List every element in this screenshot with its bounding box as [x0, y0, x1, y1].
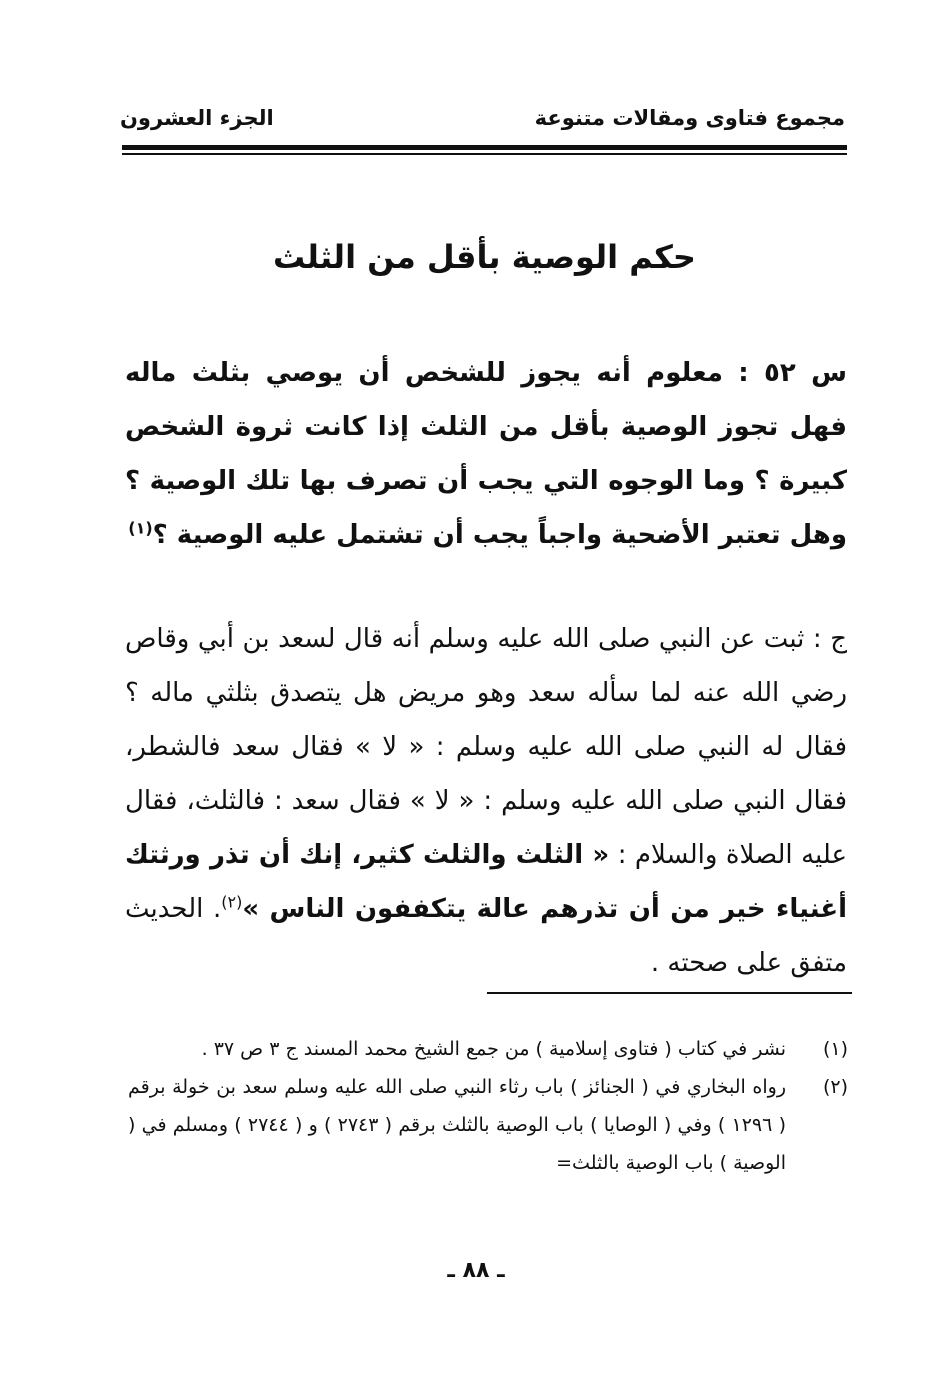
footnote-number: (١) [822, 1038, 848, 1060]
running-header [120, 100, 845, 140]
footnote-ref-2: (٢) [221, 892, 243, 912]
section-heading: حكم الوصية بأقل من الثلث [273, 238, 696, 276]
footnote-divider [487, 992, 852, 994]
footnote-number: (٢) [822, 1076, 848, 1098]
page-number: ـ ٨٨ ـ [447, 1258, 505, 1283]
hadith-quote: « الثلث والثلث كثير، إنك أن تذر ورثتك أغنياء خير من أن تذرهم عالة يتكففون الناس » [125, 840, 847, 924]
footnote-text: رواه البخاري في ( الجنائز ) باب رثاء النبي صلى الله عليه وسلم سعد بن خولة برقم ( ١٢٩٦ ) وفي ( الوصايا ) باب الوصية بالثلث برقم ( ٢٧٤٣ ) و ( ٢٧٤٤ ) ومسلم في ( الوصية ) باب الوصية بالثلث= [128, 1076, 786, 1174]
volume-label: الجزء العشرون [120, 106, 274, 130]
footnote [128, 1068, 848, 1182]
footnotes [128, 1030, 848, 1182]
footnote-text: نشر في كتاب ( فتاوى إسلامية ) من جمع الشيخ محمد المسند ج ٣ ص ٣٧ . [201, 1038, 786, 1060]
header-divider-thin [122, 153, 847, 155]
answer-closing: . الحديث متفق على صحته . [125, 894, 847, 978]
question-paragraph [125, 346, 847, 616]
header-divider [122, 145, 847, 155]
answer-paragraph [125, 612, 848, 978]
footnote [128, 1030, 848, 1068]
question-text: س ٥٢ : معلوم أنه يجوز للشخص أن يوصي بثلث ماله فهل تجوز الوصية بأقل من الثلث إذا كانت ثروة الشخص كبيرة ؟ وما الوجوه التي يجب أن تصرف بها تلك الوصية ؟ وهل تعتبر الأضحية واجباً يجب أن تشتمل عليه الوصية ؟ [125, 358, 848, 550]
book-title: مجموع فتاوى ومقالات متنوعة [534, 106, 845, 130]
footnote-ref-1: (١) [128, 518, 153, 538]
header-divider-thick [122, 145, 847, 150]
answer-text: ج : ثبت عن النبي صلى الله عليه وسلم أنه قال لسعد بن أبي وقاص رضي الله عنه لما سأله سعد وهو مريض هل يتصدق بثلثي ماله ؟ فقال له النبي صلى الله عليه وسلم : « لا » فقال سعد فالشطر، فقال النبي صلى الله عليه وسلم : « لا » فقال سعد : فالثلث، فقال عليه الصلاة والسلام : [125, 624, 848, 870]
